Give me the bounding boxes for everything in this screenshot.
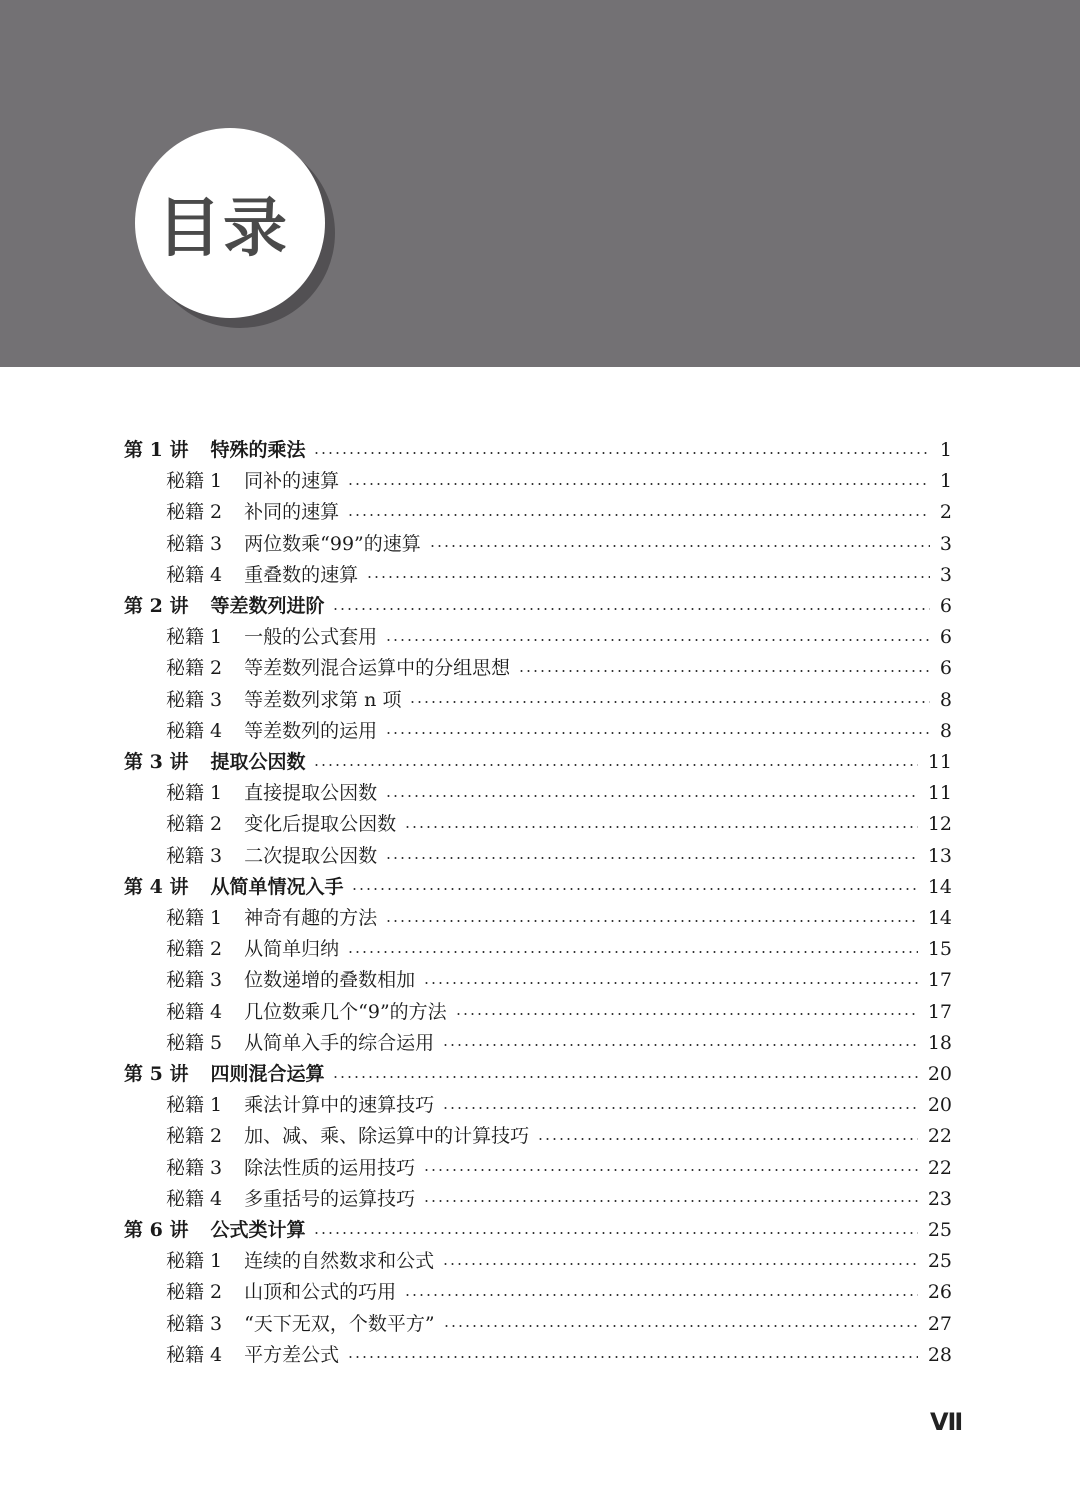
section-title: 补同的速算 bbox=[244, 501, 340, 524]
page-title: 目录 bbox=[157, 192, 289, 266]
dot-leader bbox=[351, 888, 917, 890]
section-label: 秘籍 4 bbox=[166, 1000, 223, 1023]
section-label: 秘籍 2 bbox=[166, 501, 223, 524]
section-title: 从简单归纳 bbox=[244, 938, 340, 961]
dot-leader bbox=[385, 795, 918, 797]
section-label: 秘籍 3 bbox=[166, 1156, 223, 1179]
section-title: 乘法计算中的速算技巧 bbox=[244, 1094, 435, 1117]
section-label: 秘籍 1 bbox=[166, 1250, 223, 1273]
dot-leader bbox=[455, 1013, 918, 1015]
dot-leader bbox=[332, 1076, 917, 1078]
section-label: 秘籍 4 bbox=[166, 1187, 223, 1210]
dot-leader bbox=[518, 670, 930, 672]
toc-section-row bbox=[166, 1277, 952, 1308]
toc-page-number: 14 bbox=[927, 907, 952, 929]
toc-page-number: 13 bbox=[927, 844, 952, 867]
toc-page-number: 15 bbox=[927, 938, 952, 961]
toc-page-number: 1 bbox=[939, 470, 952, 493]
dot-leader bbox=[423, 982, 918, 984]
section-title: 变化后提取公因数 bbox=[244, 813, 397, 836]
toc-chapter-row bbox=[124, 435, 952, 466]
dot-leader bbox=[423, 1200, 918, 1202]
toc-page-number: 6 bbox=[939, 657, 952, 680]
section-label: 秘籍 3 bbox=[166, 844, 223, 867]
toc-page-number: 6 bbox=[939, 595, 952, 617]
section-title: 除法性质的运用技巧 bbox=[244, 1156, 416, 1179]
chapter-title: 从简单情况入手 bbox=[210, 875, 344, 898]
section-label: 秘籍 4 bbox=[166, 719, 223, 742]
dot-leader bbox=[347, 1356, 918, 1358]
toc-page-number: 11 bbox=[927, 751, 952, 773]
toc-page-number: 25 bbox=[927, 1250, 952, 1273]
dot-leader bbox=[537, 1138, 918, 1140]
section-label: 秘籍 1 bbox=[166, 626, 223, 649]
section-title: 等差数列求第 n 项 bbox=[244, 688, 402, 711]
dot-leader bbox=[409, 701, 929, 703]
chapter-label: 第 3 讲 bbox=[124, 751, 189, 773]
section-label: 秘籍 5 bbox=[166, 1031, 223, 1054]
toc-section-row bbox=[166, 1340, 952, 1371]
dot-leader bbox=[429, 545, 930, 547]
toc-page-number: 3 bbox=[939, 563, 952, 586]
section-label: 秘籍 3 bbox=[166, 532, 223, 555]
chapter-label: 第 4 讲 bbox=[124, 875, 189, 898]
toc-page-number: 2 bbox=[939, 501, 952, 524]
toc-section-row bbox=[166, 497, 952, 528]
section-label: 秘籍 4 bbox=[166, 1343, 223, 1366]
dot-leader bbox=[404, 1294, 918, 1296]
toc-section-row bbox=[166, 622, 952, 653]
toc-section-row bbox=[166, 841, 952, 872]
toc-section-row bbox=[166, 1309, 952, 1340]
dot-leader bbox=[443, 1325, 918, 1327]
chapter-label: 第 6 讲 bbox=[124, 1219, 189, 1241]
section-title: 等差数列混合运算中的分组思想 bbox=[244, 657, 511, 680]
section-label: 秘籍 1 bbox=[166, 1094, 223, 1117]
toc-page-number: 8 bbox=[939, 719, 952, 742]
dot-leader bbox=[366, 576, 930, 578]
toc-page-number: 20 bbox=[927, 1063, 952, 1085]
section-label: 秘籍 1 bbox=[166, 782, 223, 805]
toc-page-number: 20 bbox=[927, 1094, 952, 1117]
section-label: 秘籍 4 bbox=[166, 563, 223, 586]
section-title: 同补的速算 bbox=[244, 470, 340, 493]
toc-section-row bbox=[166, 778, 952, 809]
toc-section-row bbox=[166, 685, 952, 716]
toc-page-number: 22 bbox=[927, 1125, 952, 1148]
toc-section-row bbox=[166, 466, 952, 497]
dot-leader bbox=[385, 732, 930, 734]
section-label: 秘籍 2 bbox=[166, 813, 223, 836]
dot-leader bbox=[313, 452, 929, 454]
toc-section-row bbox=[166, 809, 952, 840]
section-title: 重叠数的速算 bbox=[244, 563, 359, 586]
dot-leader bbox=[332, 608, 929, 610]
chapter-title: 四则混合运算 bbox=[210, 1063, 325, 1085]
header-band bbox=[0, 0, 1080, 367]
toc-page-number: 26 bbox=[927, 1281, 952, 1304]
section-label: 秘籍 2 bbox=[166, 938, 223, 961]
section-title: 等差数列的运用 bbox=[244, 719, 378, 742]
dot-leader bbox=[442, 1263, 918, 1265]
toc-section-row bbox=[166, 1028, 952, 1059]
section-title: 连续的自然数求和公式 bbox=[244, 1250, 435, 1273]
page-number: Ⅶ bbox=[930, 1408, 964, 1436]
toc-page-number: 18 bbox=[927, 1031, 952, 1054]
section-title: 几位数乘几个“9”的方法 bbox=[244, 1000, 447, 1023]
chapter-label: 第 5 讲 bbox=[124, 1063, 189, 1085]
section-label: 秘籍 1 bbox=[166, 907, 223, 929]
section-title: 从简单入手的综合运用 bbox=[244, 1031, 435, 1054]
toc-page-number: 17 bbox=[927, 969, 952, 992]
toc-section-row bbox=[166, 1153, 952, 1184]
dot-leader bbox=[423, 1169, 918, 1171]
dot-leader bbox=[385, 920, 918, 922]
toc-page-number: 28 bbox=[927, 1343, 952, 1366]
section-title: 一般的公式套用 bbox=[244, 626, 378, 649]
section-label: 秘籍 1 bbox=[166, 470, 223, 493]
toc-section-row bbox=[166, 716, 952, 747]
toc-section-row bbox=[166, 1090, 952, 1121]
chapter-label: 第 1 讲 bbox=[124, 439, 189, 461]
toc-chapter-row bbox=[124, 1215, 952, 1246]
toc-page-number: 14 bbox=[927, 875, 952, 898]
toc-chapter-row bbox=[124, 872, 952, 903]
dot-leader bbox=[385, 857, 918, 859]
chapter-title: 公式类计算 bbox=[210, 1219, 306, 1241]
section-label: 秘籍 2 bbox=[166, 1281, 223, 1304]
toc-page-number: 27 bbox=[927, 1312, 952, 1335]
toc-section-row bbox=[166, 529, 952, 560]
title-circle bbox=[135, 128, 325, 318]
toc-section-row bbox=[166, 934, 952, 965]
toc-page-number: 22 bbox=[927, 1156, 952, 1179]
dot-leader bbox=[347, 514, 930, 516]
section-title: 位数递增的叠数相加 bbox=[244, 969, 416, 992]
chapter-title: 提取公因数 bbox=[210, 751, 306, 773]
section-title: 二次提取公因数 bbox=[244, 844, 378, 867]
toc-page-number: 12 bbox=[927, 813, 952, 836]
dot-leader bbox=[385, 639, 930, 641]
dot-leader bbox=[442, 1107, 918, 1109]
chapter-title: 等差数列进阶 bbox=[210, 595, 325, 617]
toc-page-number: 1 bbox=[939, 439, 952, 461]
section-title: 直接提取公因数 bbox=[244, 782, 378, 805]
toc-section-row bbox=[166, 997, 952, 1028]
section-label: 秘籍 2 bbox=[166, 657, 223, 680]
toc-section-row bbox=[166, 1184, 952, 1215]
toc-page-number: 17 bbox=[927, 1000, 952, 1023]
section-label: 秘籍 2 bbox=[166, 1125, 223, 1148]
toc-section-row bbox=[166, 965, 952, 996]
toc-page-number: 23 bbox=[927, 1187, 952, 1210]
toc-section-row bbox=[166, 560, 952, 591]
section-label: 秘籍 3 bbox=[166, 969, 223, 992]
dot-leader bbox=[404, 826, 918, 828]
dot-leader bbox=[313, 1232, 917, 1234]
dot-leader bbox=[442, 1044, 918, 1046]
toc-chapter-row bbox=[124, 747, 952, 778]
dot-leader bbox=[347, 483, 930, 485]
section-label: 秘籍 3 bbox=[166, 1312, 223, 1335]
chapter-title: 特殊的乘法 bbox=[210, 439, 306, 461]
dot-leader bbox=[313, 764, 917, 766]
toc-section-row bbox=[166, 1121, 952, 1152]
section-title: 神奇有趣的方法 bbox=[244, 907, 378, 929]
section-title: “天下无双，个数平方” bbox=[244, 1312, 435, 1335]
section-title: 多重括号的运算技巧 bbox=[244, 1187, 416, 1210]
section-title: 平方差公式 bbox=[244, 1343, 340, 1366]
toc-page-number: 11 bbox=[927, 782, 952, 805]
toc-page-number: 3 bbox=[939, 532, 952, 555]
section-title: 加、减、乘、除运算中的计算技巧 bbox=[244, 1125, 530, 1148]
section-title: 两位数乘“99”的速算 bbox=[244, 532, 421, 555]
section-title: 山顶和公式的巧用 bbox=[244, 1281, 397, 1304]
dot-leader bbox=[347, 951, 918, 953]
toc-page-number: 6 bbox=[939, 626, 952, 649]
toc-page-number: 25 bbox=[927, 1219, 952, 1241]
section-label: 秘籍 3 bbox=[166, 688, 223, 711]
toc-section-row bbox=[166, 903, 952, 934]
toc-section-row bbox=[166, 653, 952, 684]
toc-page-number: 8 bbox=[939, 688, 952, 711]
chapter-label: 第 2 讲 bbox=[124, 595, 189, 617]
toc-chapter-row bbox=[124, 1059, 952, 1090]
toc-chapter-row bbox=[124, 591, 952, 622]
toc-section-row bbox=[166, 1246, 952, 1277]
